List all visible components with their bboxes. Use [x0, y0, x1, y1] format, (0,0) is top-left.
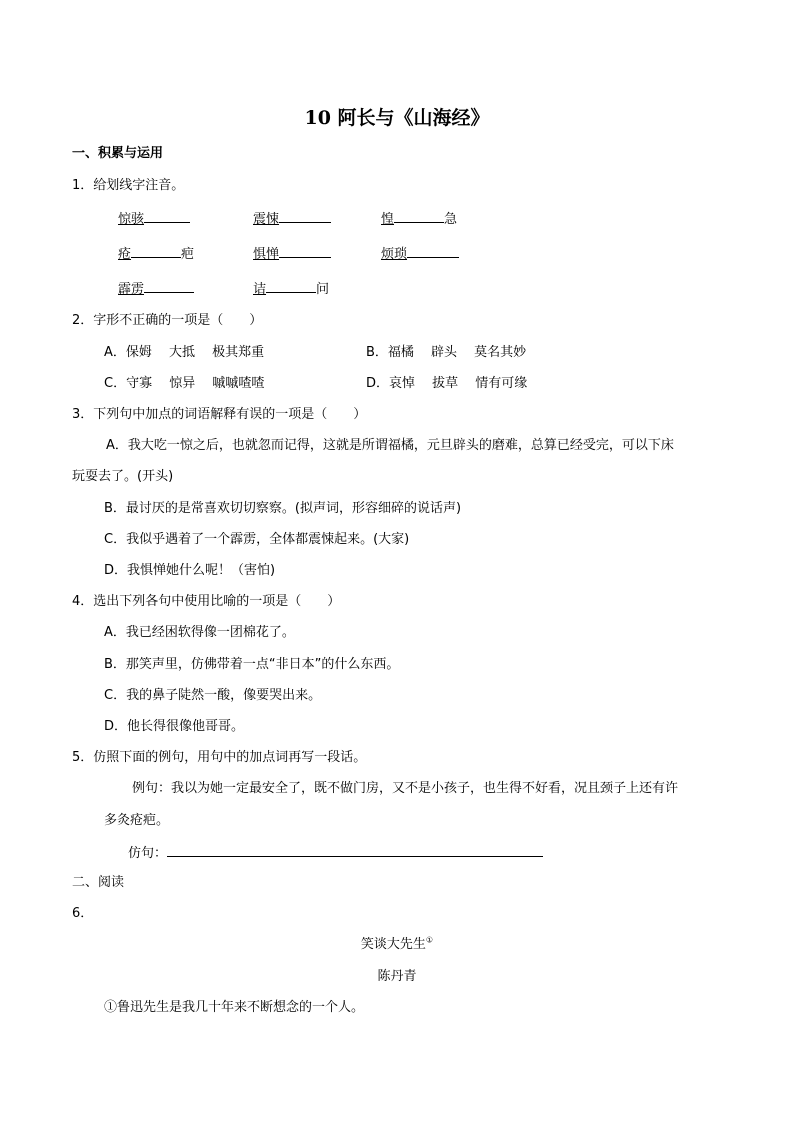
pinyin-item: 诘 问 — [253, 279, 329, 299]
section-heading-2: 二、阅读 — [72, 875, 125, 890]
answer-label: 仿句： — [128, 846, 168, 861]
option-b: B．那笑声里，仿佛带着一点“非日本”的什么东西。 — [104, 657, 400, 672]
option-a: A．我已经困软得像一团棉花了。 — [104, 625, 295, 640]
pinyin-item: 烦琐 — [381, 244, 459, 264]
option-c: C．守寡 惊异 嘁嘁喳喳 — [104, 376, 265, 391]
option-c: C．我的鼻子陡然一酸，像要哭出来。 — [104, 688, 322, 703]
question-5-stem: 5．仿照下面的例句，用句中的加点词再写一段话。 — [72, 750, 367, 765]
pinyin-item: 惊骇 — [118, 209, 190, 229]
pinyin-item: 疮 疤 — [118, 244, 194, 264]
pinyin-item: 震悚 — [253, 209, 331, 229]
option-d: D．哀悼 拔草 情有可缘 — [366, 376, 528, 391]
question-2-stem: 2．字形不正确的一项是（ ） — [72, 313, 263, 328]
page-title: 10 阿长与《山海经》 — [304, 107, 490, 129]
question-4-stem: 4．选出下列各句中使用比喻的一项是（ ） — [72, 594, 341, 609]
option-b: B．福橘 辟头 莫名其妙 — [366, 345, 527, 360]
example-sentence-continued: 多灸疮疤。 — [104, 813, 170, 828]
question-3-stem: 3．下列句中加点的词语解释有误的一项是（ ） — [72, 407, 367, 422]
option-b: B．最讨厌的是常喜欢切切察察。(拟声词，形容细碎的说话声) — [104, 501, 462, 516]
option-a-continued: 玩耍去了。(开头) — [72, 469, 174, 484]
pinyin-item: 惧惮 — [253, 244, 331, 264]
article-paragraph: ①鲁迅先生是我几十年来不断想念的一个人。 — [104, 1000, 365, 1015]
article-title: 笑谈大先生① — [360, 935, 434, 952]
section-heading-1: 一、积累与运用 — [72, 146, 164, 161]
option-c: C．我似乎遇着了一个霹雳，全体都震悚起来。(大家) — [104, 532, 410, 547]
answer-line — [128, 843, 543, 863]
pinyin-item: 惶 急 — [381, 209, 457, 229]
pinyin-item: 霹雳 — [118, 279, 194, 299]
footnote-marker[interactable]: ① — [425, 935, 434, 945]
question-6-number: 6． — [72, 906, 94, 921]
option-a: A．保姆 大抵 极其郑重 — [104, 345, 265, 360]
option-d: D．我惧惮她什么呢！（害怕) — [104, 563, 276, 578]
article-author: 陈丹青 — [377, 969, 417, 984]
option-d: D．他长得很像他哥哥。 — [104, 719, 245, 734]
answer-blank[interactable] — [167, 843, 543, 857]
example-sentence: 例句：我以为她一定最安全了，既不做门房，又不是小孩子，也生得不好看，况且颈子上还有许 — [132, 781, 679, 796]
option-a: A．我大吃一惊之后，也就忽而记得，这就是所谓福橘，元旦辟头的磨难，总算已经受完，可以下床 — [106, 438, 674, 453]
question-1-stem: 1．给划线字注音。 — [72, 178, 185, 193]
